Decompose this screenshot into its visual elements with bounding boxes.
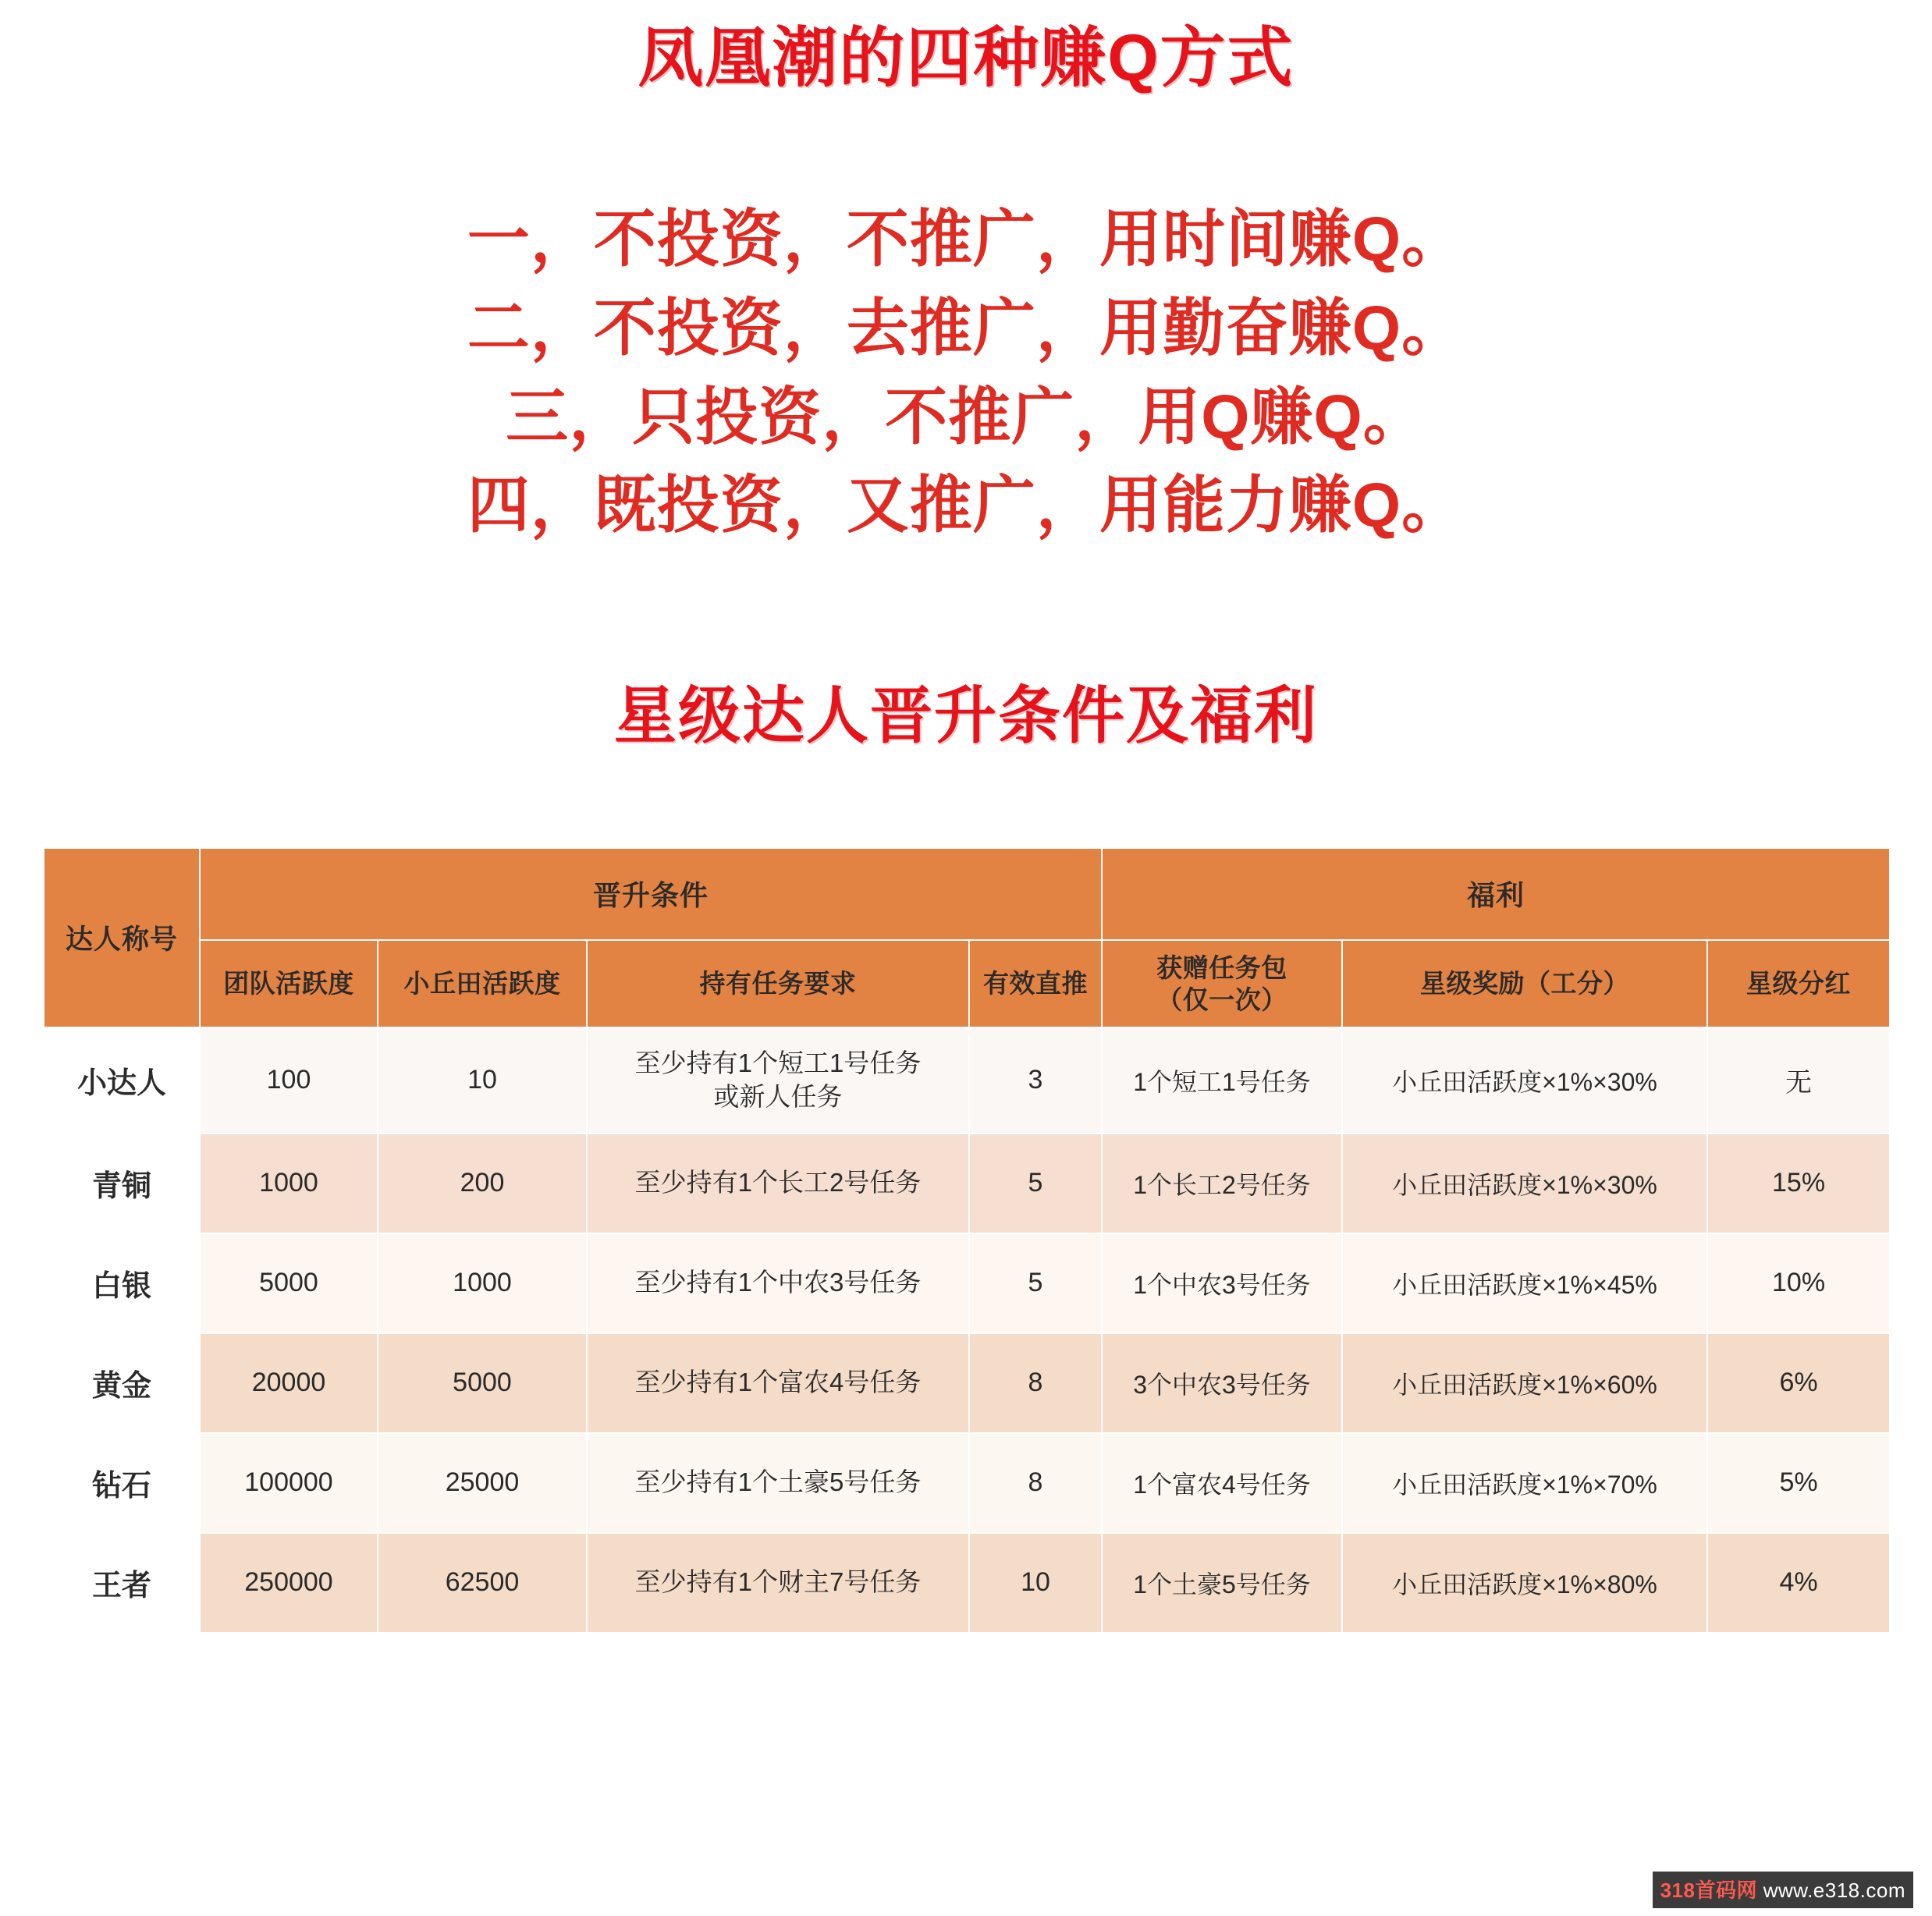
- row-task-required: 至少持有1个富农4号任务: [587, 1333, 969, 1433]
- row-name: 钻石: [44, 1433, 200, 1533]
- row-star-dividend: 10%: [1707, 1233, 1890, 1333]
- row-gift-package: 1个土豪5号任务: [1102, 1533, 1342, 1633]
- list-item: 二，不投资，去推广，用勤奋赚Q。: [467, 293, 1465, 363]
- row-name: 黄金: [44, 1333, 200, 1433]
- list-item: 一，不投资，不推广，用时间赚Q。: [467, 204, 1465, 275]
- row-star-reward: 小丘田活跃度×1%×60%: [1342, 1333, 1707, 1433]
- row-direct-referrals: 5: [969, 1233, 1102, 1333]
- row-star-dividend: 无: [1707, 1027, 1890, 1134]
- row-hill-activity: 10: [378, 1027, 587, 1134]
- subheader-hill-activity: 小丘田活跃度: [378, 940, 587, 1027]
- subheader-gift-package: [1102, 940, 1342, 1027]
- row-star-dividend: 4%: [1707, 1533, 1890, 1633]
- section-title: 星级达人晋升条件及福利: [614, 680, 1318, 750]
- subheader-team-activity: 团队活跃度: [200, 940, 378, 1027]
- row-task-required: 至少持有1个长工2号任务: [587, 1134, 969, 1233]
- table-row: [44, 1433, 1890, 1533]
- table-row: [44, 1233, 1890, 1333]
- header-name: 达人称号: [44, 848, 200, 1027]
- row-task-required: [587, 1027, 969, 1134]
- poster-page: [0, 22, 1932, 1916]
- row-gift-package: 1个长工2号任务: [1102, 1134, 1342, 1233]
- table-row: [44, 1027, 1890, 1134]
- row-name: 青铜: [44, 1134, 200, 1233]
- row-team-activity: 1000: [200, 1134, 378, 1233]
- subheader-direct-referrals: 有效直推: [969, 940, 1102, 1027]
- header-benefits: 福利: [1102, 848, 1890, 940]
- row-team-activity: 100: [200, 1027, 378, 1134]
- row-task-required-line1: 至少持有1个短工1号任务: [634, 1048, 922, 1077]
- row-hill-activity: 25000: [378, 1433, 587, 1533]
- row-direct-referrals: 10: [969, 1533, 1102, 1633]
- table-row: [44, 1533, 1890, 1633]
- row-direct-referrals: 8: [969, 1333, 1102, 1433]
- row-gift-package: 1个富农4号任务: [1102, 1433, 1342, 1533]
- list-item: 三，只投资，不推广，用Q赚Q。: [506, 381, 1426, 452]
- row-hill-activity: 62500: [378, 1533, 587, 1633]
- row-name: 小达人: [44, 1027, 200, 1134]
- row-gift-package: 1个短工1号任务: [1102, 1027, 1342, 1134]
- subheader-star-reward: 星级奖励（工分）: [1342, 940, 1707, 1027]
- row-team-activity: 20000: [200, 1333, 378, 1433]
- row-hill-activity: 5000: [378, 1333, 587, 1433]
- table-group-header-row: [44, 848, 1890, 940]
- row-star-dividend: 15%: [1707, 1134, 1890, 1233]
- row-task-required: 至少持有1个中农3号任务: [587, 1233, 969, 1333]
- rank-table-wrap: [43, 847, 1889, 1634]
- row-star-reward: 小丘田活跃度×1%×30%: [1342, 1027, 1707, 1134]
- row-star-dividend: 5%: [1707, 1433, 1890, 1533]
- row-star-dividend: 6%: [1707, 1333, 1890, 1433]
- row-gift-package: 3个中农3号任务: [1102, 1333, 1342, 1433]
- subheader-star-dividend: 星级分红: [1707, 940, 1890, 1027]
- row-direct-referrals: 3: [969, 1027, 1102, 1134]
- row-team-activity: 5000: [200, 1233, 378, 1333]
- subheader-gift-package-line2: （仅一次）: [1156, 985, 1287, 1014]
- row-team-activity: 100000: [200, 1433, 378, 1533]
- table-sub-header-row: [44, 940, 1890, 1027]
- row-task-required-line2: 或新人任务: [713, 1081, 843, 1111]
- row-hill-activity: 200: [378, 1134, 587, 1233]
- row-team-activity: 250000: [200, 1533, 378, 1633]
- row-star-reward: 小丘田活跃度×1%×80%: [1342, 1533, 1707, 1633]
- row-gift-package: 1个中农3号任务: [1102, 1233, 1342, 1333]
- watermark: [1653, 1872, 1913, 1908]
- row-hill-activity: 1000: [378, 1233, 587, 1333]
- row-task-required: 至少持有1个财主7号任务: [587, 1533, 969, 1633]
- page-title: 凤凰潮的四种赚Q方式: [637, 21, 1295, 94]
- row-task-required: 至少持有1个土豪5号任务: [587, 1433, 969, 1533]
- star-rank-table: [43, 847, 1891, 1634]
- watermark-site-name: 318首码网: [1660, 1879, 1757, 1902]
- four-ways-list: [0, 195, 1932, 549]
- subheader-gift-package-line1: 获赠任务包: [1156, 953, 1287, 982]
- subheader-task-required: 持有任务要求: [587, 940, 969, 1027]
- row-star-reward: 小丘田活跃度×1%×70%: [1342, 1433, 1707, 1533]
- table-row: [44, 1333, 1890, 1433]
- row-star-reward: 小丘田活跃度×1%×30%: [1342, 1134, 1707, 1233]
- row-name: 王者: [44, 1533, 200, 1633]
- row-direct-referrals: 5: [969, 1134, 1102, 1233]
- header-conditions: 晋升条件: [200, 848, 1102, 940]
- row-name: 白银: [44, 1233, 200, 1333]
- table-row: [44, 1134, 1890, 1233]
- row-star-reward: 小丘田活跃度×1%×45%: [1342, 1233, 1707, 1333]
- watermark-site-url: www.e318.com: [1763, 1879, 1905, 1902]
- list-item: 四，既投资，又推广，用能力赚Q。: [467, 470, 1465, 541]
- row-direct-referrals: 8: [969, 1433, 1102, 1533]
